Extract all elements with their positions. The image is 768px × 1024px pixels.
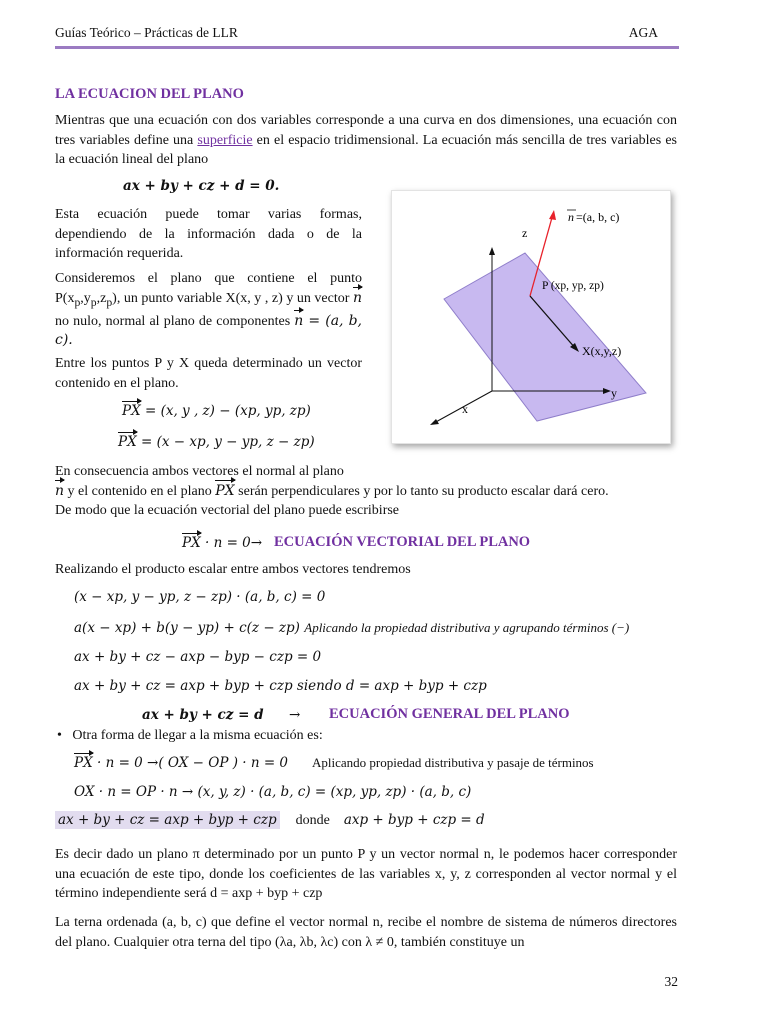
px-vector-2: PX: [118, 434, 137, 450]
p-point-label: P (xp, yp, zp): [542, 280, 604, 292]
general-equation-heading: ECUACIÓN GENERAL DEL PLANO: [329, 706, 570, 722]
intro-text-post: en el espacio tridimensional. La ecuación más sencilla de tres variables es la ecuación lineal del plano: [55, 132, 677, 167]
px-equation-2: [118, 434, 315, 450]
consequence-line-3: De modo que la ecuación vectorial del plano puede escribirse: [55, 503, 400, 518]
bullet-text: Otra forma de llegar a la misma ecuación es:: [72, 728, 323, 743]
step-eq-2-note: Aplicando la propiedad distributiva y agrupando términos (−): [304, 620, 630, 635]
x-label: x: [462, 402, 468, 416]
step-equation-4: ax + by + cz = axp + byp + czp siendo d = axp + byp + czp: [74, 678, 487, 694]
normal-n-symbol: n: [568, 210, 574, 224]
point-text-c: ,z: [96, 290, 107, 306]
superficie-link[interactable]: superficie: [197, 132, 253, 148]
header-author: AGA: [628, 25, 658, 40]
point-paragraph: [55, 269, 362, 351]
consequence-line-1: En consecuencia ambos vectores el normal al plano: [55, 464, 344, 479]
general-arrow: →: [289, 707, 301, 723]
step-eq-2-text: a(x − xp) + b(y − yp) + c(z − zp): [74, 620, 305, 636]
px-vector: PX: [122, 403, 141, 419]
section-title: LA ECUACION DEL PLANO: [55, 86, 244, 102]
normal-components: = (a, b, c).: [55, 312, 362, 349]
px-eq-2-text: = (x − xp, y − yp, z − zp): [136, 434, 315, 450]
x-axis-arrow: [430, 419, 439, 425]
o-equation-1: [74, 755, 594, 771]
header-title: Guías Teórico – Prácticas de LLR: [55, 25, 238, 40]
between-paragraph: Entre los puntos P y X queda determinado un vector contenido en el plano.: [55, 356, 362, 391]
plane-figure: [391, 190, 671, 444]
o-equation-3: [55, 812, 485, 829]
point-text-d: ), un punto variable X(x, y , z) y un vector: [112, 290, 353, 306]
step-equation-1: (x − xp, y − yp, z − zp) · (a, b, c) = 0: [74, 589, 326, 605]
page-number: 32: [664, 974, 678, 989]
px-inline: PX: [215, 482, 234, 502]
px-vector-3: PX: [182, 535, 201, 551]
normal-vector-symbol: n: [353, 289, 362, 309]
vector-equation: [182, 535, 262, 551]
forms-paragraph: Esta ecuación puede tomar varias formas, dependiendo de la información dada o de la información requerida.: [55, 207, 362, 261]
bullet-item: [57, 728, 323, 744]
intro-paragraph: [55, 111, 677, 170]
normal-n-inline: n: [55, 482, 64, 502]
general-equation: ax + by + cz = d: [142, 707, 264, 723]
normal-label: =(a, b, c): [576, 210, 620, 224]
terna-paragraph: La terna ordenada (a, b, c) que define el vector normal n, recibe el nombre de sistema de números directores del plano. Cualquier otra terna del tipo (λa, λb, λc) con λ ≠ 0, también constituye un: [55, 915, 677, 950]
consequence-line-2b: serán perpendiculares y por lo tanto su producto escalar dará cero.: [234, 483, 609, 499]
vector-eq-text: · n = 0→: [200, 535, 263, 551]
bullet-dot: •: [57, 728, 62, 743]
point-text-a: Consideremos el plano que contiene el punto P(x: [55, 271, 362, 306]
o-equation-2: OX · n = OP · n → (x, y, z) · (a, b, c) = (xp, yp, zp) · (a, b, c): [74, 784, 472, 800]
o-eq-1-note: Aplicando propiedad distributiva y pasaje de términos: [312, 755, 594, 770]
normal-vector-symbol-2: n: [294, 312, 303, 332]
consequence-line-2a: y el contenido en el plano: [64, 483, 216, 499]
z-label: z: [522, 226, 528, 240]
sub-p-1: p: [74, 295, 81, 309]
o-eq-1-text: · n = 0 →( OX − OP ) · n = 0: [92, 755, 289, 771]
point-text-b: ,y: [80, 290, 91, 306]
sub-p-2: p: [90, 295, 97, 309]
sub-p-3: p: [106, 295, 113, 309]
z-axis-arrow: [489, 247, 495, 255]
x-point-label: X(x,y,z): [582, 344, 622, 358]
y-label: y: [611, 386, 617, 400]
product-paragraph: Realizando el producto escalar entre ambos vectores tendremos: [55, 562, 411, 577]
o-eq-3-right: axp + byp + czp = d: [343, 812, 485, 828]
px-vector-4: PX: [74, 755, 93, 771]
point-text-e: no nulo, normal al plano de componentes: [55, 313, 295, 329]
px-equation-1: [122, 403, 311, 419]
o-eq-3-highlight: ax + by + cz = axp + byp + czp: [55, 811, 280, 829]
step-equation-2: [74, 620, 629, 636]
step-equation-3: ax + by + cz − axp − byp − czp = 0: [74, 649, 322, 665]
consequence-paragraph: [55, 462, 677, 521]
normal-vector-arrow: [549, 210, 556, 220]
es-decir-paragraph: Es decir dado un plano π determinado por un punto P y un vector normal n, le podemos hacer corresponder una ecuación de este tipo, donde los coeficientes de las variables x, y, z corresponden al vector normal y el término independiente será d = axp + byp + czp: [55, 847, 677, 901]
vector-equation-heading: ECUACIÓN VECTORIAL DEL PLANO: [274, 534, 531, 550]
plane-diagram: [392, 191, 670, 443]
main-equation: ax + by + cz + d = 0.: [123, 178, 280, 194]
intro-text-pre: Mientras que una ecuación con dos variables corresponde a una curva en dos dimensiones, una ecuación con tres variables define una: [55, 113, 677, 148]
px-eq-1-text: = (x, y , z) − (xp, yp, zp): [140, 403, 311, 419]
o-eq-3-donde: donde: [295, 813, 330, 828]
header-divider: [55, 46, 679, 49]
